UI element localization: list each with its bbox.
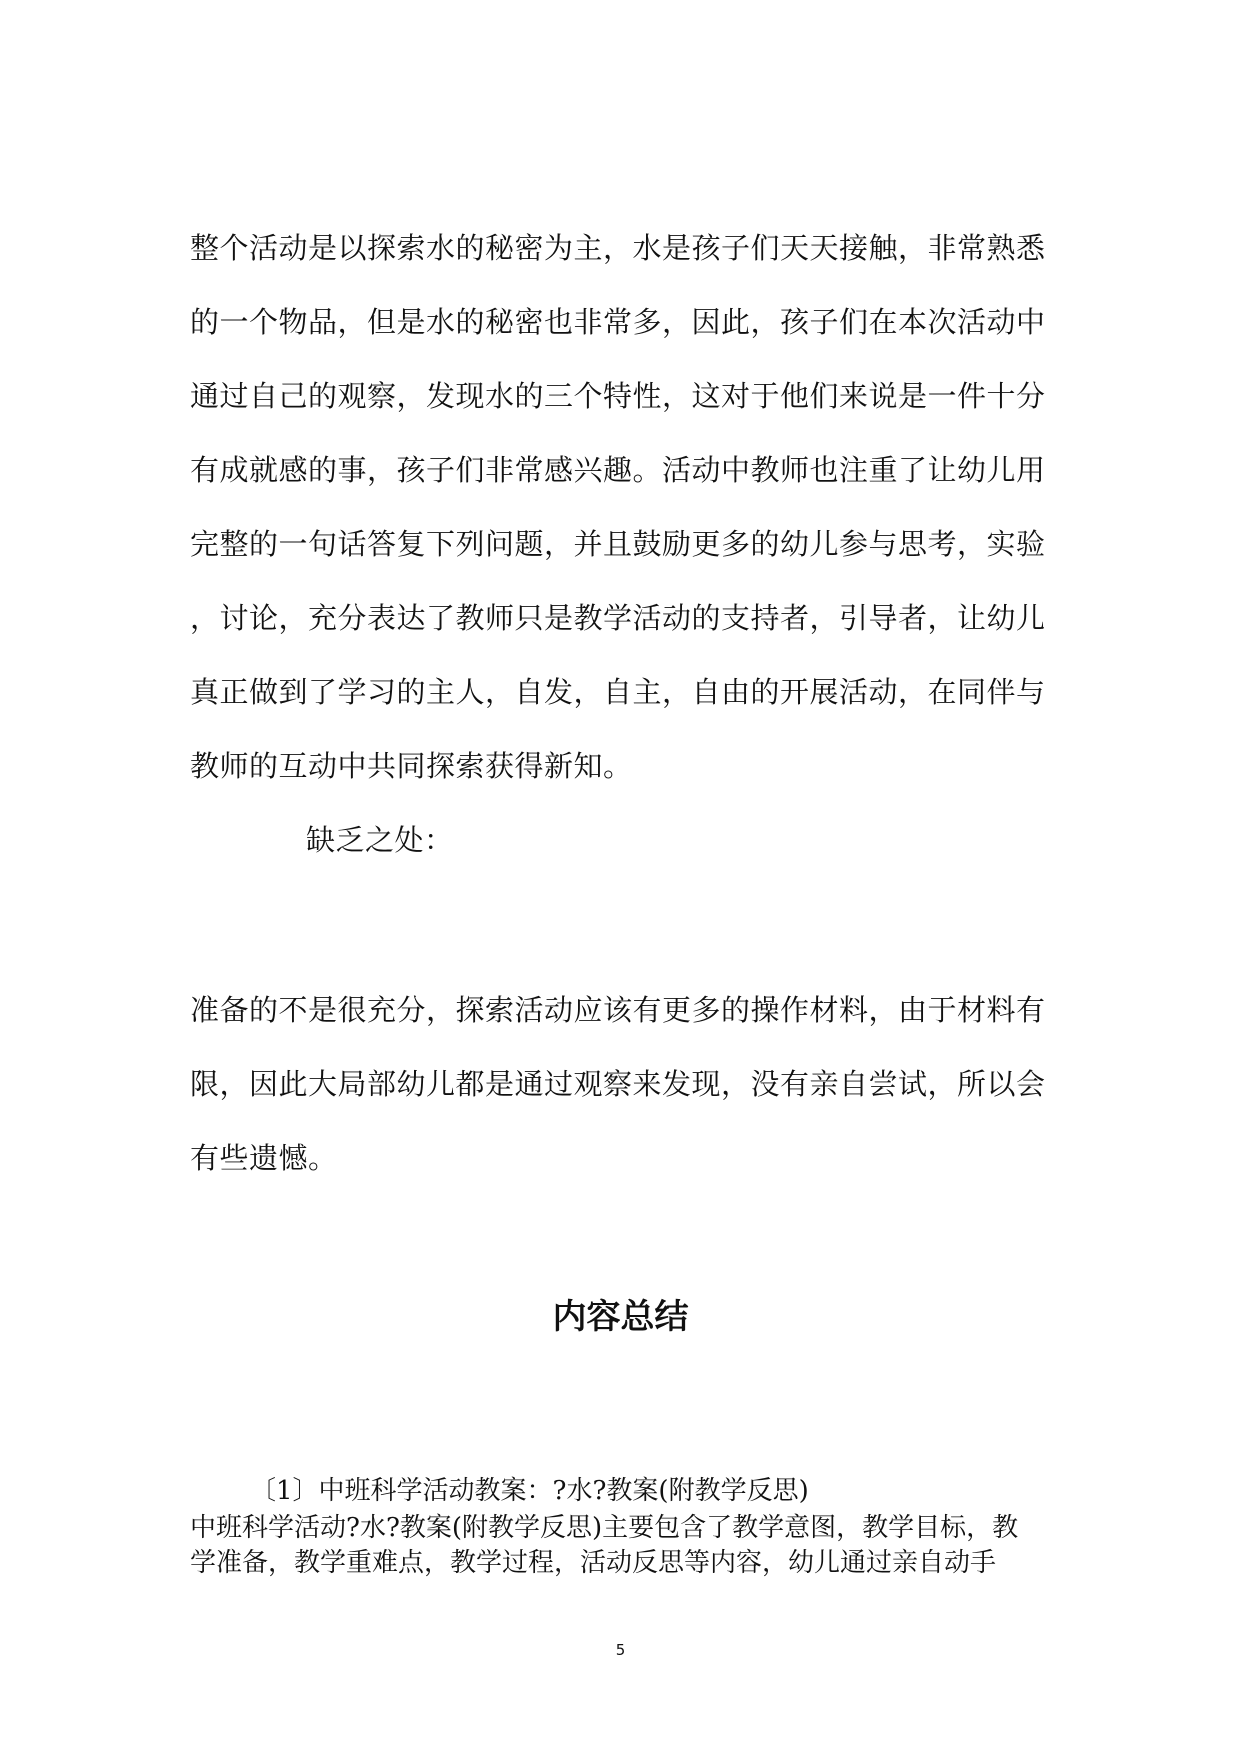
body-line: 真正做到了学习的主人，自发，自主，自由的开展活动，在同伴与	[190, 675, 1046, 709]
body-line: ，讨论，充分表达了教师只是教学活动的支持者，引导者，让幼儿	[190, 601, 1046, 635]
body-line: 教师的互动中共同探索获得新知。	[190, 749, 633, 783]
body-line: 有些遗憾。	[190, 1141, 338, 1175]
summary-title: 内容总结	[552, 1297, 689, 1337]
body-line: 通过自己的观察，发现水的三个特性，这对于他们来说是一件十分	[190, 379, 1046, 413]
shortcoming-heading: 缺乏之处：	[306, 823, 454, 857]
body-line: 完整的一句话答复下列问题，并且鼓励更多的幼儿参与思考，实验	[190, 527, 1046, 561]
summary-line: 学准备，教学重难点，教学过程，活动反思等内容，幼儿通过亲自动手	[190, 1548, 997, 1578]
body-line: 有成就感的事，孩子们非常感兴趣。活动中教师也注重了让幼儿用	[190, 453, 1046, 487]
page-number: 5	[615, 1641, 626, 1659]
summary-item-title: 〔1〕中班科学活动教案：?水?教案(附教学反思)	[250, 1476, 809, 1506]
body-line: 限，因此大局部幼儿都是通过观察来发现，没有亲自尝试，所以会	[190, 1067, 1046, 1101]
body-line: 的一个物品，但是水的秘密也非常多，因此，孩子们在本次活动中	[190, 305, 1046, 339]
summary-line: 中班科学活动?水?教案(附教学反思)主要包含了教学意图，教学目标，教	[190, 1513, 1019, 1543]
body-line: 整个活动是以探索水的秘密为主，水是孩子们天天接触，非常熟悉	[190, 231, 1046, 265]
body-line: 准备的不是很充分，探索活动应该有更多的操作材料，由于材料有	[190, 993, 1046, 1027]
